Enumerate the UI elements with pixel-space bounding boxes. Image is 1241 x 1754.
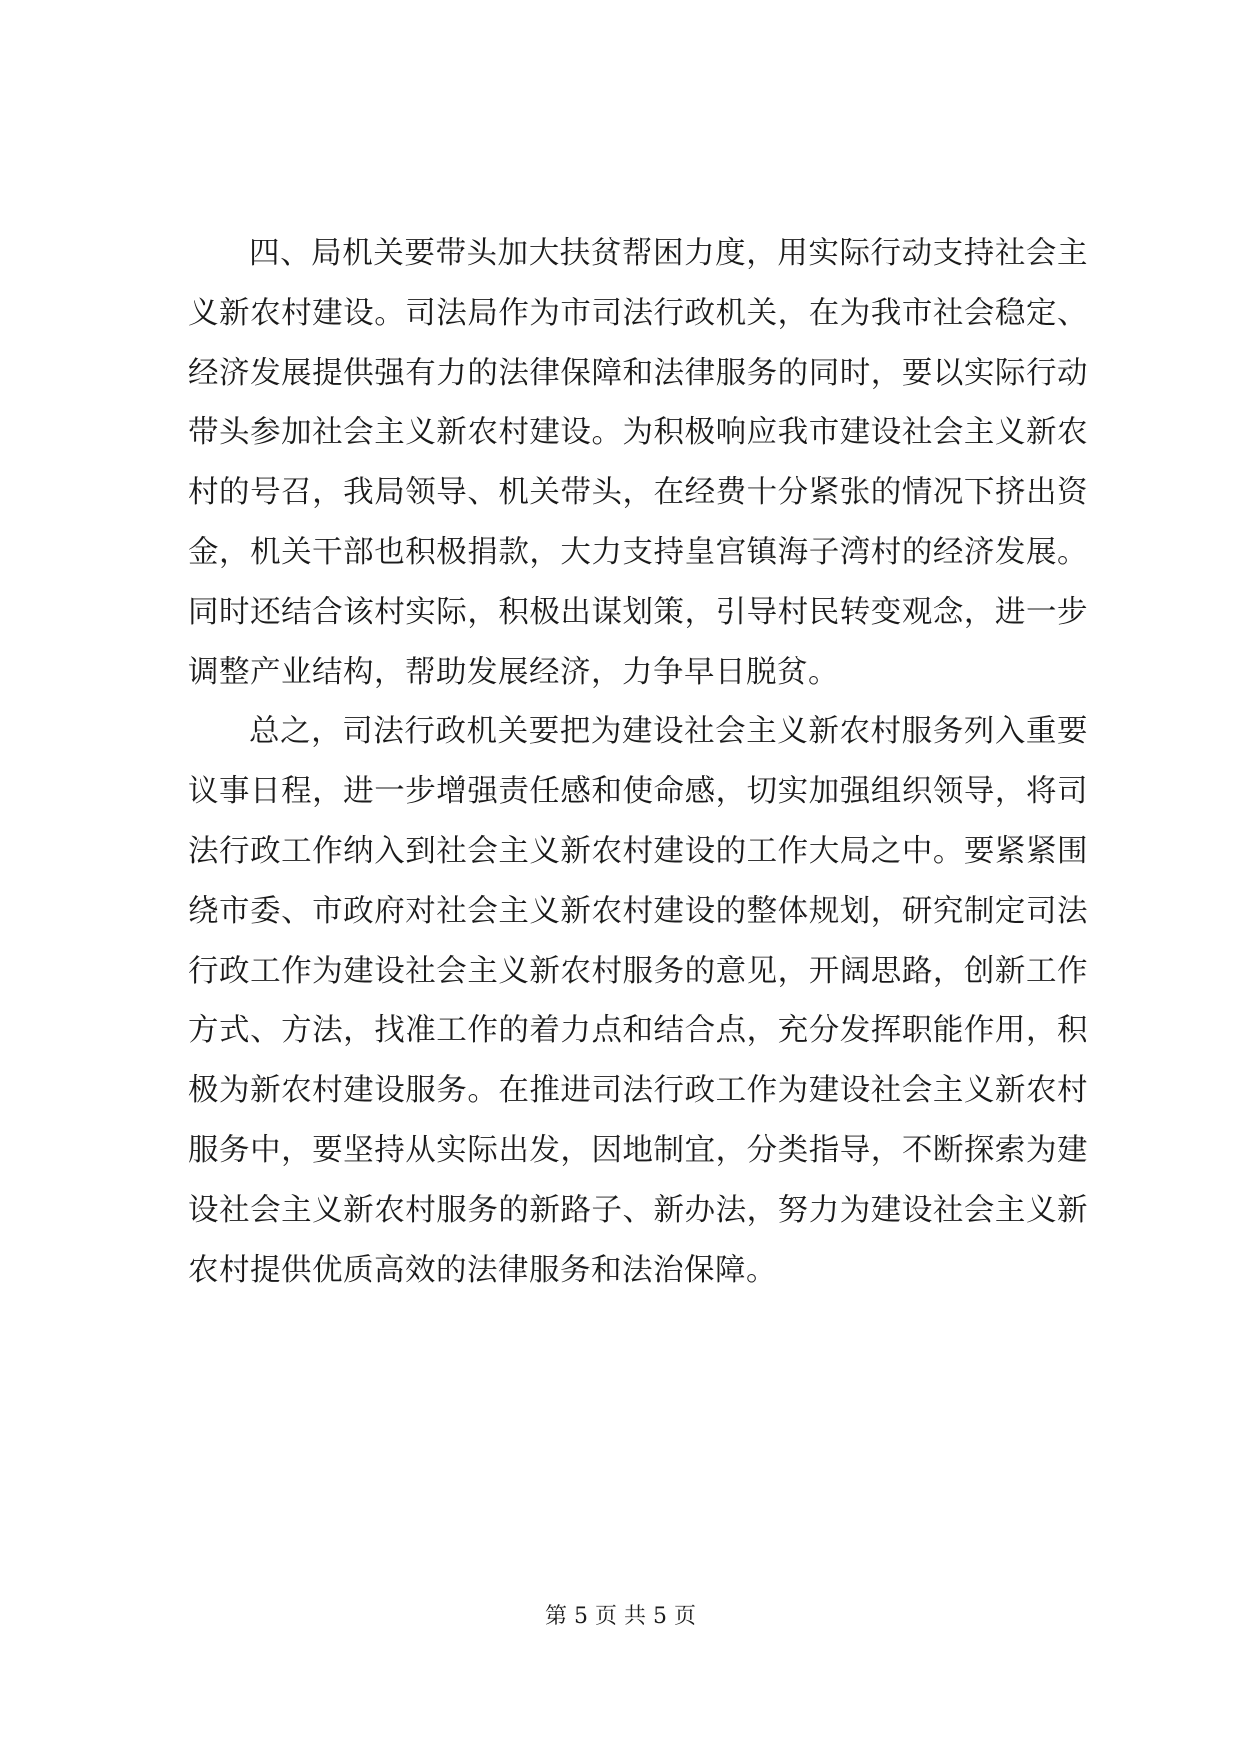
- document-body: [188, 224, 1088, 1300]
- page-number-footer: 第 5 页 共 5 页: [545, 1604, 696, 1629]
- paragraph-poverty-relief: 四、局机关要带头加大扶贫帮困力度，用实际行动支持社会主义新农村建设。司法局作为市司法行政机关，在为我市社会稳定、经济发展提供强有力的法律保障和法律服务的同时，要以实际行动带头参加社会主义新农村建设。为积极响应我市建设社会主义新农村的号召，我局领导、机关带头，在经费十分紧张的情况下挤出资金，机关干部也积极捐款，大力支持皇宫镇海子湾村的经济发展。同时还结合该村实际，积极出谋划策，引导村民转变观念，进一步调整产业结构，帮助发展经济，力争早日脱贫。: [188, 236, 1088, 690]
- paragraph-summary: 总之，司法行政机关要把为建设社会主义新农村服务列入重要议事日程，进一步增强责任感和使命感，切实加强组织领导，将司法行政工作纳入到社会主义新农村建设的工作大局之中。要紧紧围绕市委、市政府对社会主义新农村建设的整体规划，研究制定司法行政工作为建设社会主义新农村服务的意见，开阔思路，创新工作方式、方法，找准工作的着力点和结合点，充分发挥职能作用，积极为新农村建设服务。在推进司法行政工作为建设社会主义新农村服务中，要坚持从实际出发，因地制宜，分类指导，不断探索为建设社会主义新农村服务的新路子、新办法，努力为建设社会主义新农村提供优质高效的法律服务和法治保障。: [188, 714, 1088, 1288]
